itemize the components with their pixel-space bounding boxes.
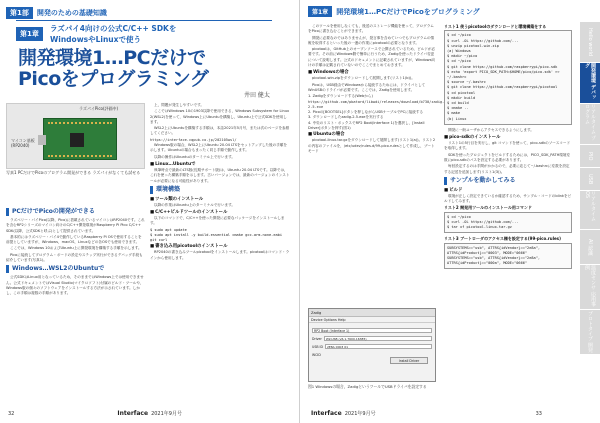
paragraph: RP2040の書き込みツールpicotoolをインストールします。picotoolはコマンド・ラインから使用します。 xyxy=(150,250,290,260)
driver-row xyxy=(312,335,432,342)
paragraph: Picoに接続してプログラム・ボードの設定やステップ実行ができるデバッグ手段も紹介しています(写真1)。 xyxy=(6,252,143,263)
paragraph: 環境が正しく設定できているか確認するため，サンプル・コードのblinkをビルドしてみます。 xyxy=(444,193,572,204)
side-tab-pio[interactable]: PIO xyxy=(580,145,600,167)
usb-id-row xyxy=(312,343,432,350)
title-line-2: Picoをプログラミング xyxy=(18,68,209,90)
section-heading-pc-only: PCだけでPicoの開発ができる xyxy=(6,208,145,216)
chapter-tag: 第1部 xyxy=(6,7,33,19)
install-driver-button[interactable]: Install Driver xyxy=(390,357,428,364)
left-column-2 xyxy=(150,103,290,262)
paragraph: SDKを使ったプロジェクトをビルドするためには，PICO_SDK_PATH環境変数にpico-sdkのパスを設定する必要があります。 xyxy=(444,152,571,162)
right-column-1 xyxy=(308,24,445,155)
code-line: $ unzip picotool-win.zip xyxy=(447,43,499,48)
header-chapter-tag: 第1章 xyxy=(308,6,332,17)
code-line: $ mkdir build xyxy=(447,95,476,100)
list3-box xyxy=(444,243,572,270)
chapter-number-tag: 第1章 xyxy=(16,27,43,41)
paragraph: WSL2上にUbuntuを構築する手順は，本誌2021年5月号，または次のページを参照してください。 xyxy=(150,126,290,136)
step: 1. Zadigをダウンロードする(Webから) xyxy=(308,94,373,99)
code-line: $ sudo apt update xyxy=(150,227,187,232)
driver-label: Driver xyxy=(312,336,322,341)
code-line: ATTRS{idProduct}=="0003", MODE="0666" xyxy=(447,250,528,255)
code-line: $ curl -OL https://github.com/... xyxy=(447,38,519,43)
issue-date: 2021年9月号 xyxy=(344,411,376,417)
subtitle-line-1: ラズパイ4向けの公式C/C++ SDKを xyxy=(50,24,177,33)
code-line: $ cd build xyxy=(447,100,469,105)
paragraph: 以下のコマンドで，C/C++を使った開発に必要なパッケージをインストールします。 xyxy=(150,216,285,226)
side-tab-ai[interactable]: AI 認識 xyxy=(580,230,600,264)
code-line: $ source ~/.bashrc xyxy=(447,80,486,85)
driver-field[interactable]: WinUSB (v6.1.7600.16385) xyxy=(324,336,432,341)
pin-header-bottom xyxy=(48,155,112,158)
paragraph: ここではWindows 10の1903以降で使用できる，Windows Subsystem for Linux 2(WSL2)を使って，Windows上にUbuntuを構築し，Ubuntu上で公式SDKを使用します。 xyxy=(150,109,290,124)
zadig-dialog-screenshot xyxy=(308,308,436,382)
step: 4. 中央のリスト・ボックスでRP2 Boot(Interface 1)を選択し，[Install Driver]ボタンを押す(図1) xyxy=(308,120,425,131)
code-line: $ echo 'export PICO_SDK_PATH=$HOME/pico/pico-sdk' >> ~/.bashrc xyxy=(447,69,560,79)
side-tab-dev-env[interactable]: 開発環境 デバッグ xyxy=(580,63,600,103)
rp2040-chip xyxy=(70,133,84,147)
paragraph: リスト1の5行目を実行し，git コマンドを使って，pico-sdkのソースコードを取得します。 xyxy=(444,141,571,151)
device-select-row xyxy=(312,327,432,334)
figure-caption: 図1 Windowsの場合，ZadigというツールでUSBドライバを設定する xyxy=(308,384,427,389)
paragraph: Windows版の場合，WSL2上にUbuntu 20.04 LTSをセットアップした後の手順を示します。Ubuntuの場合もまったく同じ手順で動作します。 xyxy=(150,143,287,153)
section-heading-sample: サンプルを動かしてみる xyxy=(444,177,572,185)
board-photo xyxy=(6,103,145,169)
paragraph: 開発に必要なのではありませんが，発言事を含めていつでもプログラムの情報を取得するといった後の一連の作業にpicotoolの必要となります。 xyxy=(308,35,435,45)
code-line: ATTRS{idProduct}=="000a", MODE="0666" xyxy=(447,261,528,266)
chapter-bar xyxy=(6,6,107,19)
side-tab-usb[interactable]: USB xyxy=(580,168,600,190)
paragraph: picotool-linux.tar.gzをダウンロードして展開します(リスト1(a))。リスト2の内容のファイルを，/etc/udev/rules.d/99-pico.rulesとして作成し，ブートモード xyxy=(308,138,436,153)
subheading-linux: ■ Linux…Ubuntuで xyxy=(150,161,290,168)
code-line: $ make xyxy=(447,111,460,116)
code-line: (a) Windows xyxy=(447,48,471,53)
photo-label-mcu: マイコン基板(RP2040) xyxy=(11,138,35,148)
side-tab-temp-sensor[interactable]: 温度センサ 応用事例 xyxy=(580,265,600,309)
dialog-body xyxy=(312,327,432,378)
pico-board-image xyxy=(43,118,117,160)
side-tab-realtime-program[interactable]: リアルタイム プログラム xyxy=(580,104,600,144)
list2-box xyxy=(444,212,572,234)
code-line: $ curl -OL https://github.com/... xyxy=(447,219,519,224)
side-tab-prototype[interactable]: プロトタイプ 開発 xyxy=(580,310,600,354)
list1-caption: リスト1 使うpicotoolのダウンロードと環境構築をする xyxy=(444,24,547,29)
step: 2. Picoの[BOOTSEL]ボタンを押しながらUSBケーブルでPCに接続する xyxy=(308,110,424,115)
paragraph: このツールを使用しなくても，後述のストレージ機能を使って，プログラムをPicoに書き込むことができます。 xyxy=(308,24,434,34)
subheading-picotool: ■ 書き込み用picotoolのインストール xyxy=(150,243,290,250)
chapter-side-tabs xyxy=(580,22,600,355)
chapter-title: 開発のための基礎知識 xyxy=(36,8,107,17)
right-footer xyxy=(308,410,542,417)
paragraph: ラズベリー・パイPico(以降，Pico)に搭載されているマイコンはRP2040です。これを含むRP2シリーズのマイコン向けのC/C++開発環境がRaspberry Pi Pico C/C++ SDK(以降，公式SDKと呼ぶ)として提供されています。 xyxy=(6,218,145,233)
subtitle-box xyxy=(16,20,272,46)
list1-box xyxy=(444,30,572,124)
subheading-ubuntu: ■ Ubuntuの場合 xyxy=(308,131,436,138)
subheading-build: ■ ビルド xyxy=(444,187,572,194)
device-select[interactable]: RP2 Boot (Interface 1) xyxy=(312,328,432,333)
running-header xyxy=(308,6,480,17)
author-name: 井田 健太 xyxy=(244,92,270,99)
subheading-cc-build: ■ C/C++ビルドツールのインストール xyxy=(150,209,290,216)
wcid-label: WCID xyxy=(312,352,321,357)
paragraph: 以降の作業はUbuntu上のターミナルで行います。 xyxy=(154,202,235,207)
code-line: $ cd ~/pico xyxy=(447,59,471,64)
side-tab-hello-world[interactable]: Hello world xyxy=(580,22,600,62)
magazine-brand: Interface xyxy=(311,410,342,417)
subheading-windows: ■ Windowsの場合 xyxy=(308,69,436,76)
right-column-2 xyxy=(444,24,572,272)
list3-caption: リスト3 ブートローダのアクセス権を設定する(99-pico.rules) xyxy=(444,236,561,242)
section-heading-windows: Windows…WSL2のUbuntuで xyxy=(6,265,145,273)
section-heading-setup: 環境構築 xyxy=(150,186,290,194)
page-number: 33 xyxy=(535,411,542,417)
paragraph: picotool-win.zipをダウンロードして展開します(リスト1(b))。 xyxy=(312,76,415,81)
dialog-menu: Device Options Help xyxy=(309,317,435,323)
code-line: $ cd ~/pico xyxy=(447,214,471,219)
article-title xyxy=(18,48,208,90)
photo-caption: 写真1 PCだけでPicoのプログラム開発ができる ラズパイがなくても試せる xyxy=(6,170,141,175)
issue-date: 2021年9月号 xyxy=(151,411,182,417)
dialog-title: Zadig xyxy=(309,309,435,317)
list2-caption: リスト2 開発用ツールのインストール用コマンド xyxy=(444,205,532,211)
code-line: $ git clone https://github.com/raspberrypi/picotool xyxy=(447,85,558,90)
wsl-url: https://interface.cqpub.co.jp/202105wsl/ xyxy=(150,137,237,142)
left-footer xyxy=(8,410,182,417)
usb-id-field: 2E8A 0003 01 xyxy=(325,344,432,349)
paragraph: 以降の操作はUbuntuのターミナル上で行います。 xyxy=(154,154,235,159)
side-tab-rtos[interactable]: リアルタイム OS xyxy=(580,191,600,229)
code-line: $ cmake .. xyxy=(447,106,469,111)
paragraph: 執筆時点で最新のLTS版(長期サポート版)は，Ubuntu 20.04 LTSです。以降では，これを使った構築手順を示します。古いバージョンでは，最新のバージョンのインストールが必要になる可能性があります。 xyxy=(150,167,290,183)
magazine-brand: Interface xyxy=(117,410,149,417)
paragraph: 公式SDKはLinux用となっているため，そのままではWindows上では使用できません。公式ドキュメントではVisual Studio(マイクロソフト)付属のビルド・ツールや，Windows版の個々のソフトウェアをインストールする方法が示されています。しかし，この手順は複数の手順があります。 xyxy=(6,275,144,296)
code-line: $ cd ~/pico xyxy=(447,33,471,38)
left-column-1 xyxy=(6,206,145,298)
paragraph: 基本的にはラズベリー・パイ4で動作しているRaspberry Pi OSで使用することを前提としていますが，Windows，macOS，Linuxなどの各OSでも使用できます。 xyxy=(6,234,142,245)
code-line: (b) Linux xyxy=(447,116,467,121)
paragraph: 開発に一般ユーザからアクセスできるようにします。 xyxy=(448,127,534,132)
code-line: SUBSYSTEMS=="usb", ATTRS{idVendor}=="2e8a", xyxy=(447,256,541,261)
code-line: $ sudo apt install -y build-essential cmake gcc-arm-none-eabi git curl xyxy=(150,232,282,243)
paragraph: ここでは，Windows 10およびUbuntu上に開発環境を構築する手順を示します。 xyxy=(10,246,142,251)
code-line: SUBSYSTEMS=="usb", ATTRS{idVendor}=="2e8a", xyxy=(447,245,541,250)
subtitle-line-2: WindowsやLinuxで使う xyxy=(50,35,141,44)
photo-label-pico: ラズパイPico(評価中) xyxy=(79,106,119,111)
subheading-tools: ■ ツール類のインストール xyxy=(150,196,290,203)
right-page xyxy=(300,0,600,423)
page-number: 32 xyxy=(8,411,15,417)
paragraph: 毎回設定するのは手間がかかるので，必要に応じて~/.bashrcに変数を設定する記述を追加します(リスト1(3))。 xyxy=(444,164,570,174)
subheading-pico-sdk: ■ pico-sdkのインストール xyxy=(444,134,572,141)
paragraph: picotoolは，GitHub上のオープンソースで公開されているため，ビルドが必要です。その前にWindows側で簡単に行うため，Zadigを使ったドライバ変更について説明します。公式のドキュメントに記載されていますが，Windows向けの手順は記載されていないのでここでまとめておきます。 xyxy=(308,47,436,68)
code-line: $ mkdir ~/pico xyxy=(447,54,478,59)
zadig-url: https://github.com/pbatard/libwdi/releases/download/b730/zadig-2.5.exe xyxy=(308,99,445,109)
step: 3. ダウンロードしたzadig-2.5.exeを実行する xyxy=(308,115,384,120)
code-line: $ tar xf picotool-linux.tar.gz xyxy=(447,225,512,230)
pin-header-top xyxy=(48,122,112,125)
code-line: $ git clone https://github.com/raspberrypi/pico-sdk xyxy=(447,64,558,69)
usb-id-label: USB ID xyxy=(312,344,323,349)
header-title: 開発環境1…PCだけでPicoをプログラミング xyxy=(336,7,480,16)
code-line: $ cd picotool xyxy=(447,90,476,95)
title-line-1: 開発環境1…PCだけで xyxy=(18,47,206,69)
paragraph: Picoは，USB経由でWindowsから接続するためには，ドライバとしてWinUSBのドライバが必要です。ここでは，Zadigを使用します。 xyxy=(308,82,426,92)
paragraph: 上，問題が発生しやすいです。 xyxy=(154,103,205,107)
